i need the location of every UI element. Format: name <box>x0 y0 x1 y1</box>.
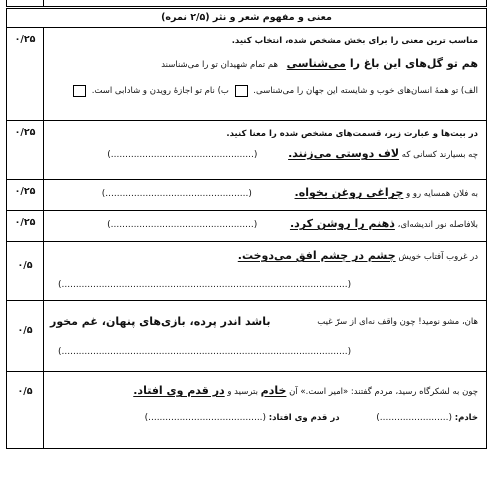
sentence-line <box>50 249 478 264</box>
section-title: معنی و مفهوم شعر و نثر (۲/۵ نمره) <box>7 9 486 28</box>
question-row-4 <box>7 211 486 242</box>
question-row-7 <box>7 372 486 448</box>
verse-left-hemistich: باشد اندر پرده، بازی‌های پنهان، غم مخور <box>50 315 271 328</box>
sentence-prefix: بلافاصله نور اندیشه‌ای، <box>397 220 478 230</box>
question-row-3 <box>7 180 486 211</box>
question-instruction: مناسب ترین معنی را برای بخش مشخص شده، انتخاب کنید. <box>231 36 478 46</box>
question-row-2 <box>7 121 486 180</box>
question-content <box>44 28 486 120</box>
verse-line <box>50 315 478 329</box>
score-cell: ۰/۵ <box>7 301 44 371</box>
label-khadem: خادم: <box>454 413 478 423</box>
score-cell: ۰/۲۵ <box>7 28 44 120</box>
option-a-checkbox[interactable] <box>235 85 248 97</box>
sentence-bold: ذهنم را روشن کرد. <box>289 217 395 230</box>
sentence-line <box>50 147 478 162</box>
answer-blank[interactable]: (..................................................) <box>107 220 258 230</box>
question-content <box>44 372 486 448</box>
sentence-bold: لاف دوستی می‌زنند. <box>288 147 400 160</box>
score-cell: ۰/۲۵ <box>7 121 44 179</box>
option-b-text: ب) نام تو اجازهٔ رویدن و شادابی است. <box>91 86 229 96</box>
question-content <box>44 211 486 241</box>
verse-line <box>50 57 478 72</box>
blank-khadem[interactable]: (........................) <box>376 413 452 423</box>
score-cell: ۰/۵ <box>7 242 44 300</box>
question-content <box>44 180 486 210</box>
question-table <box>6 8 487 449</box>
answer-blank[interactable]: (....................................................................................................) <box>58 280 352 290</box>
sentence-line <box>50 186 478 201</box>
label-qadam: در قدم وی افتاد: <box>268 413 340 423</box>
sentence-line <box>50 384 478 399</box>
answer-blank[interactable]: (..................................................) <box>107 150 258 160</box>
answers-line <box>50 411 478 425</box>
verse-underlined: می‌شناسی <box>286 57 346 70</box>
question-content <box>44 242 486 300</box>
option-a-text: الف) تو همهٔ انسان‌های خوب و شایسته این جهان را می‌شناسی. <box>253 86 478 96</box>
sentence-bold: چشم در چشم افق می‌دوخت. <box>237 249 396 262</box>
answer-blank[interactable]: (..................................................) <box>101 189 252 199</box>
score-cell: ۰/۵ <box>7 372 44 448</box>
sentence-bold-end: در قدم وی افتاد. <box>133 384 225 397</box>
verse-prefix: هم تو گل‌های این باغ را <box>346 57 478 70</box>
verse-right-hemistich: هان، مشو نومید! چون واقف نه‌ای از سرّ غیب <box>317 317 478 327</box>
score-cell: ۰/۲۵ <box>7 180 44 210</box>
column-divider-stub <box>43 0 44 6</box>
verse-suffix: هم تمام شهیدان تو را می‌شناسند <box>161 60 278 70</box>
blank-qadam[interactable]: (........................................) <box>144 413 267 423</box>
sentence-line <box>50 217 478 232</box>
word-khadem: خادم <box>260 384 287 397</box>
options-line <box>50 84 478 98</box>
option-b-checkbox[interactable] <box>73 85 86 97</box>
question-content <box>44 121 486 179</box>
top-border-stub <box>6 0 487 7</box>
question-row-5 <box>7 242 486 301</box>
sentence-prefix: به فلان همسایه رو و <box>406 189 478 199</box>
score-cell: ۰/۲۵ <box>7 211 44 241</box>
answer-blank[interactable]: (....................................................................................................) <box>58 347 352 357</box>
sentence-bold: چراغی روغن بخواه. <box>294 186 404 199</box>
sentence-prefix: چون به لشکرگاه رسید، مردم گفتند: «امیر است.» آن <box>289 387 478 397</box>
question-row-1 <box>7 28 486 121</box>
question-row-6 <box>7 301 486 372</box>
question-instruction: در بیت‌ها و عبارت زیر، قسمت‌های مشخص شده را معنا کنید. <box>226 129 478 139</box>
sentence-mid: بترسید و <box>227 387 258 397</box>
question-content <box>44 301 486 371</box>
sentence-prefix: در غروب آفتاب خویش <box>398 252 478 262</box>
sentence-prefix: چه بسیارند کسانی که <box>401 150 478 160</box>
